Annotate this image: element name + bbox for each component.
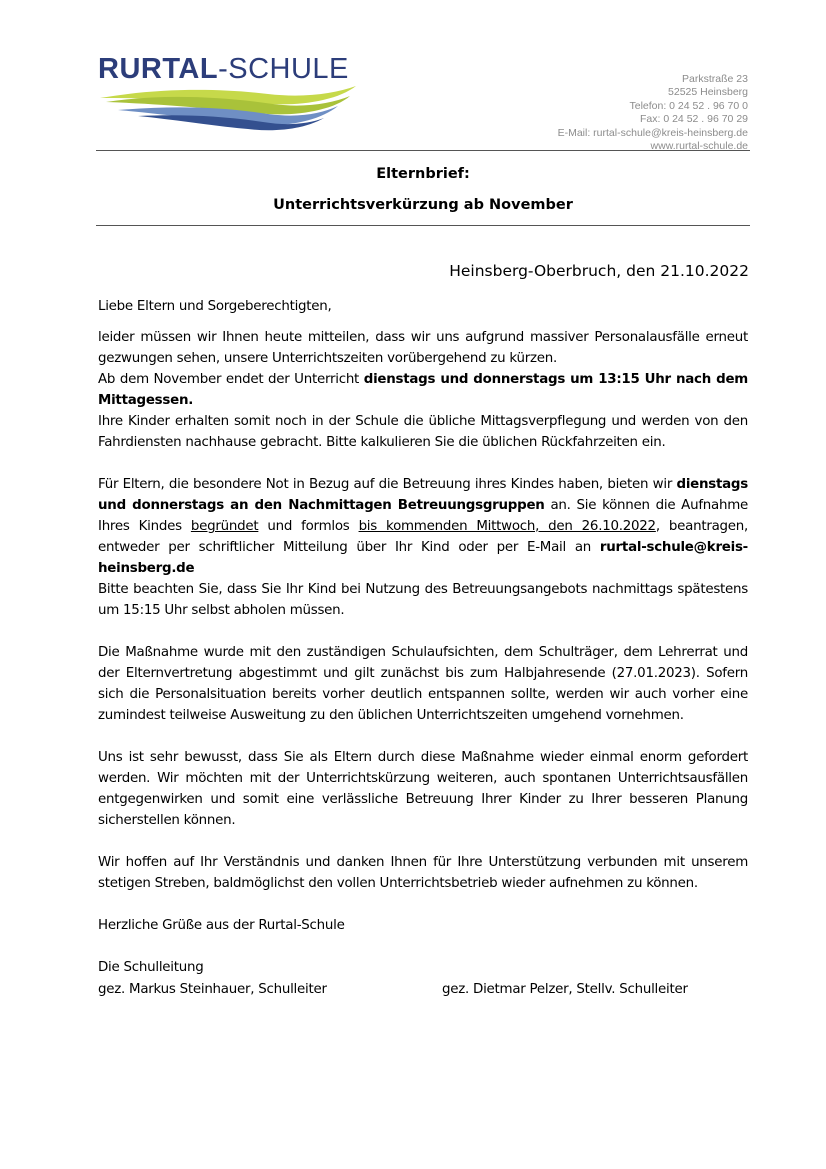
paragraph-1: leider müssen wir Ihnen heute mitteilen, dass wir uns aufgrund massiver Personalausfälle erneut gezwungen sehen, unsere Unterrichtszeiten vorübergehend zu kürzen. Ab dem November endet der Unterricht dienstags und donnerstags um 13:15 Uhr nach dem Mittagessen. Ihre Kinder erhalten somit noch in der Schule die übliche Mittagsverpflegung und werden von den Fahrdiensten nachhause gebracht. Bitte kalkulieren Sie die üblichen Rückfahrzeiten ein. (98, 330, 748, 450)
school-logo (98, 52, 360, 132)
address-city: 52525 Heinsberg (668, 86, 748, 99)
address-phone: Telefon: 0 24 52 . 96 70 0 (629, 99, 748, 112)
title-divider (96, 225, 750, 226)
header-divider (96, 150, 750, 151)
address-fax: Fax: 0 24 52 . 96 70 29 (640, 113, 748, 126)
closing: Herzliche Grüße aus der Rurtal-Schule (98, 918, 345, 933)
salutation: Liebe Eltern und Sorgeberechtigten, (98, 299, 332, 314)
signature-deputy: gez. Dietmar Pelzer, Stellv. Schulleiter (442, 982, 688, 997)
letter-type: Elternbrief: (376, 166, 470, 182)
sender: Die Schulleitung (98, 960, 204, 975)
signature-principal: gez. Markus Steinhauer, Schulleiter (98, 982, 327, 997)
letter-body (98, 296, 748, 978)
address-email: E-Mail: rurtal-schule@kreis-heinsberg.de (557, 126, 748, 139)
letter-subject: Unterrichtsverkürzung ab November (273, 197, 573, 213)
paragraph-5: Wir hoffen auf Ihr Verständnis und danken Ihnen für Ihre Unterstützung verbunden mit unserem stetigen Streben, baldmöglichst den vollen Unterrichtsbetrieb wieder aufnehmen zu können. (98, 855, 748, 891)
logo-wordmark: RURTAL-SCHULE (98, 53, 349, 85)
paragraph-4: Uns ist sehr bewusst, dass Sie als Eltern durch diese Maßnahme wieder einmal enorm gefordert werden. Wir möchten mit der Unterrichtskürzung weiteren, auch spontanen Unterrichtsausfällen entgegenwirken und somit eine verlässliche Betreuung Ihrer Kinder zu Ihrer besseren Planung sicherstellen können. (98, 750, 748, 828)
place-date: Heinsberg-Oberbruch, den 21.10.2022 (449, 262, 749, 280)
paragraph-3: Die Maßnahme wurde mit den zuständigen Schulaufsichten, dem Schulträger, dem Lehrerrat und der Elternvertretung abgestimmt und gilt zunächst bis zum Halbjahresende (27.01.2023). Sofern sich die Personalsituation bereits vorher deutlich entspannen sollte, werden wir auch vorher eine zumindest teilweise Ausweitung zu den üblichen Unterrichtszeiten umgehend vornehmen. (98, 645, 748, 723)
school-address-block (558, 73, 748, 153)
logo-waves-icon (98, 84, 360, 132)
address-website: www.rurtal-schule.de (650, 140, 748, 153)
contact-email: rurtal-schule@kreis-heinsberg.de (98, 540, 748, 576)
address-street: Parkstraße 23 (682, 73, 748, 85)
paragraph-2: Für Eltern, die besondere Not in Bezug auf die Betreuung ihres Kindes haben, bieten wir dienstags und donnerstags an den Nachmittagen Betreuungsgruppen an. Sie können die Aufnahme Ihres Kindes begründet und formlos bis kommenden Mittwoch, den 26.10.2022, beantragen, entweder per schriftlicher Mitteilung über Ihr Kind oder per E-Mail an rurtal-schule@kreis-heinsberg.de Bitte beachten Sie, dass Sie Ihr Kind bei Nutzung des Betreuungsangebots nachmittags spätestens um 15:15 Uhr selbst abholen müssen. (98, 477, 749, 618)
